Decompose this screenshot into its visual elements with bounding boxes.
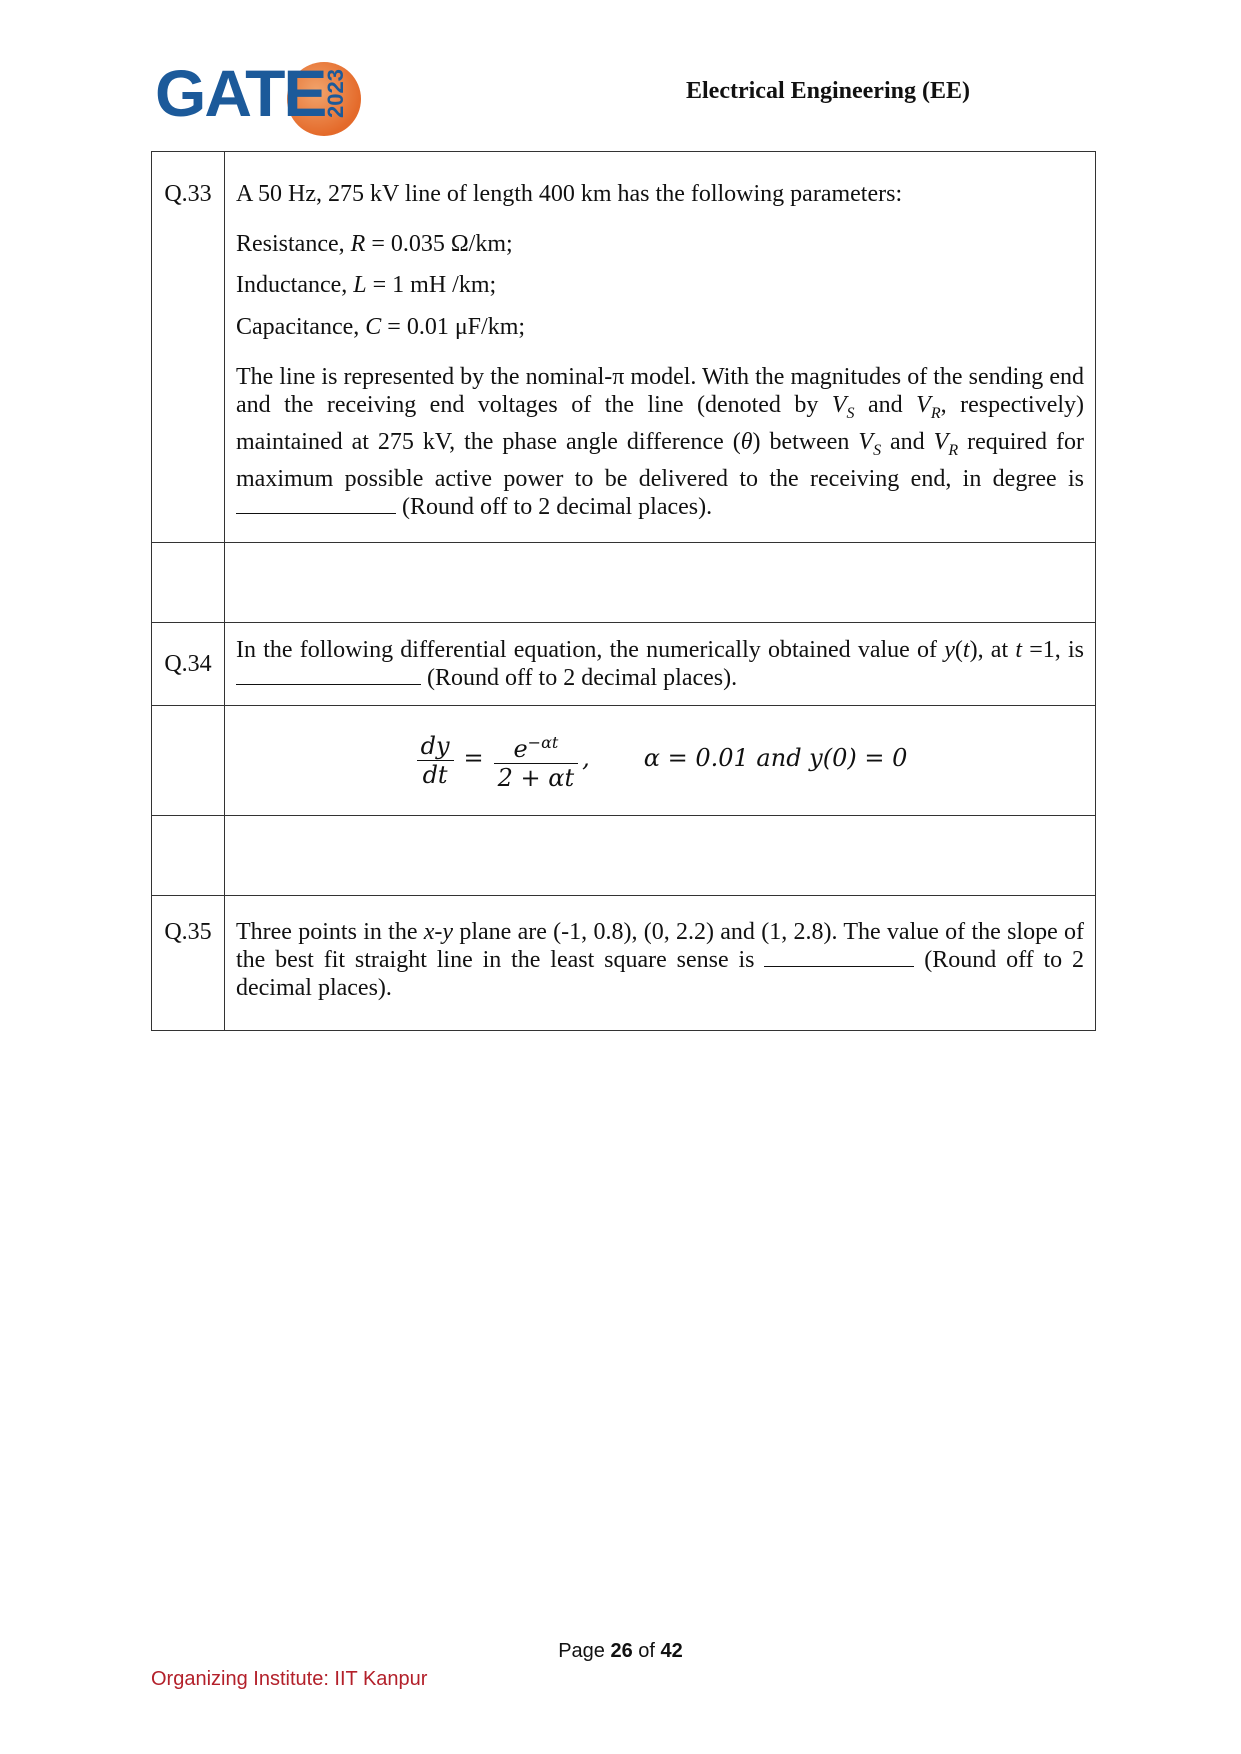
q34-text: In the following differential equation, the numerically obtained value of y(t), at t =1, is (Round off to 2 decimal places). <box>236 637 1085 691</box>
q33-body: The line is represented by the nominal-π model. With the magnitudes of the sending end and the receiving end voltages of the line (denoted by $V_S$ and $V_R$, respectively) maintained at 275 kV, the phase angle difference (θ) between $V_S$ and $V_R$ required for maximum possible active power to be delivered to the receiving end, in degree is (Round off to 2 decimal places). <box>236 364 1085 520</box>
question-body <box>225 152 1096 543</box>
gate-logo <box>155 56 365 138</box>
question-row-35 <box>152 896 1096 1031</box>
question-number: Q.34 <box>164 651 212 677</box>
spacer-row <box>152 816 1096 896</box>
page-number: Page 26 of 42 <box>558 1640 683 1662</box>
fraction-dy-dt: $\frac{dy}{dt}$ <box>417 732 454 789</box>
answer-blank[interactable] <box>764 946 914 967</box>
question-number-cell <box>152 623 225 706</box>
question-body <box>225 896 1096 1031</box>
q35-text: Three points in the x-y plane are (-1, 0.8), (0, 2.2) and (1, 2.8). The value of the slope of the best fit straight line in the least square sense is (Round off to 2 decimal places). <box>236 919 1085 1001</box>
fraction-rhs: $\frac{e^{-\alpha t}}{2 + \alpha t}$ <box>494 729 579 792</box>
question-row-34 <box>152 623 1096 706</box>
spacer-row <box>152 543 1096 623</box>
question-row-33 <box>152 152 1096 543</box>
subject-title: Electrical Engineering (EE) <box>686 78 970 104</box>
answer-blank[interactable] <box>236 493 396 514</box>
question-number: Q.35 <box>164 919 212 945</box>
question-number-cell <box>152 896 225 1031</box>
q33-intro: A 50 Hz, 275 kV line of length 400 km has the following parameters: <box>236 181 903 207</box>
answer-blank[interactable] <box>236 664 421 685</box>
question-body <box>225 623 1096 706</box>
q33-resistance: Resistance, R = 0.035 Ω/km; <box>236 231 513 257</box>
logo-year: 2023 <box>323 69 348 118</box>
question-number: Q.33 <box>164 181 212 207</box>
equation-row <box>152 706 1096 816</box>
differential-equation: $\frac{dy}{dt}$ = $\frac{e^{-\alpha t}}{2 + \alpha t}$ , α = 0.01 and y(0) = 0 <box>225 706 1096 816</box>
q33-inductance: Inductance, L = 1 mH /km; <box>236 272 497 298</box>
organizing-institute: Organizing Institute: IIT Kanpur <box>151 1668 428 1690</box>
question-number-cell <box>152 152 225 543</box>
equals-sign: = <box>463 744 484 773</box>
equation-conditions: α = 0.01 and y(0) = 0 <box>643 744 908 773</box>
question-table <box>151 151 1096 1031</box>
logo-text: GATE <box>155 56 326 130</box>
q33-capacitance: Capacitance, C = 0.01 μF/km; <box>236 314 526 340</box>
